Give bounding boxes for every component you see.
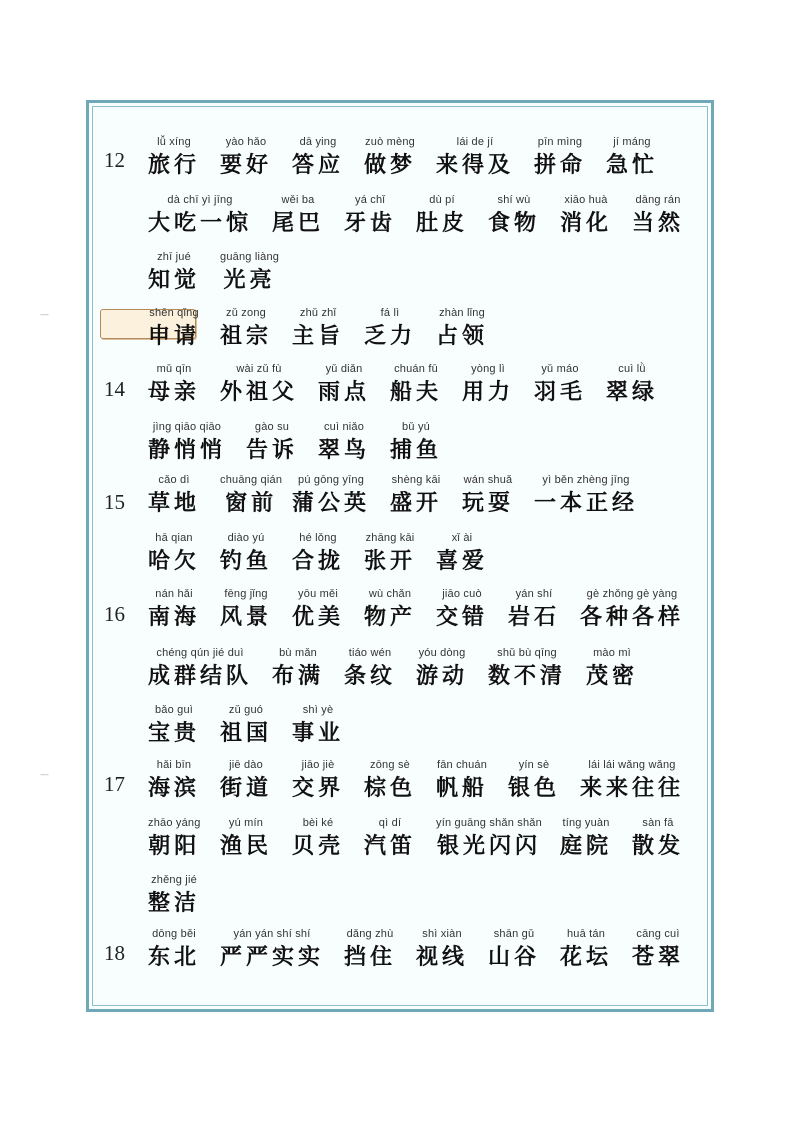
vocab-word (292, 135, 344, 180)
hanzi: 南海 (148, 604, 201, 630)
word-row (0, 587, 800, 643)
vocab-word (344, 646, 396, 691)
pinyin: yóu dòng (418, 647, 466, 659)
pinyin: jiāo jiè (301, 759, 335, 771)
hanzi: 游动 (416, 663, 469, 689)
hanzi: 宝贵 (148, 720, 201, 746)
vocab-word (436, 306, 488, 351)
hanzi: 急忙 (606, 152, 659, 178)
vocab-word (344, 927, 396, 972)
vocab-word (534, 135, 586, 180)
pinyin: pú gōng yīng (298, 474, 365, 486)
pinyin: zōng sè (370, 759, 410, 771)
pinyin: chéng qún jié duì (156, 647, 244, 659)
pinyin: nán hǎi (155, 588, 193, 600)
hanzi: 视线 (416, 944, 469, 970)
pinyin: zhěng jié (151, 874, 197, 886)
word-row (0, 873, 800, 929)
word-row (0, 193, 800, 249)
hanzi: 消化 (560, 210, 613, 236)
hanzi: 拼命 (534, 152, 587, 178)
pinyin: zhǔ zhǐ (299, 307, 337, 319)
hanzi: 静悄悄 (148, 437, 227, 463)
hanzi: 食物 (488, 210, 541, 236)
hanzi: 苍翠 (632, 944, 685, 970)
hanzi: 茂密 (586, 663, 639, 689)
vocab-word (508, 758, 560, 803)
word-row (0, 473, 800, 529)
word-row (0, 703, 800, 759)
pinyin: shǔ bù qīng (497, 647, 557, 659)
hanzi: 岩石 (508, 604, 561, 630)
pinyin: zuò mèng (365, 136, 415, 148)
vocab-word (318, 420, 370, 465)
lesson-number: 17 (104, 772, 125, 796)
vocab-word (390, 362, 442, 407)
vocab-word (580, 758, 684, 803)
hanzi: 汽笛 (364, 833, 417, 859)
hanzi: 数不清 (488, 663, 567, 689)
hanzi: 朝阳 (148, 833, 201, 859)
vocab-word (148, 646, 252, 691)
lesson-number: 12 (104, 148, 125, 172)
hanzi: 答应 (292, 152, 345, 178)
vocab-word (220, 306, 272, 351)
pinyin: dāng rán (635, 194, 681, 206)
vocab-word (534, 473, 638, 518)
vocab-word (632, 816, 684, 861)
vocab-word (488, 927, 540, 972)
vocab-word (220, 250, 279, 295)
vocab-word (364, 758, 416, 803)
pinyin: wěi ba (281, 194, 315, 206)
vocab-word (488, 646, 566, 691)
hanzi: 尾巴 (272, 210, 325, 236)
hanzi: 窗前 (225, 490, 278, 516)
lesson-number: 14 (104, 377, 125, 401)
hanzi: 布满 (272, 663, 325, 689)
hanzi: 张开 (364, 548, 417, 574)
vocab-word (534, 362, 586, 407)
pinyin: cāng cuì (636, 928, 680, 940)
vocab-word (148, 927, 200, 972)
hanzi: 盛开 (390, 490, 443, 516)
pinyin: zǔ zong (226, 307, 266, 319)
pinyin: yín sè (518, 759, 550, 771)
pinyin: yán yán shí shí (233, 928, 311, 940)
pinyin: zhāng kāi (365, 532, 415, 544)
vocab-word (292, 703, 344, 748)
vocab-word (148, 531, 200, 576)
vocab-word (220, 135, 272, 180)
hanzi: 草地 (148, 490, 201, 516)
hanzi: 乏力 (364, 323, 417, 349)
pinyin: qì dí (378, 817, 402, 829)
vocab-word (220, 531, 272, 576)
hanzi: 捕鱼 (390, 437, 443, 463)
pinyin: mǔ qīn (156, 363, 192, 375)
pinyin: diào yú (227, 532, 265, 544)
vocab-word (148, 816, 201, 861)
vocab-word (148, 306, 200, 351)
hanzi: 渔民 (220, 833, 273, 859)
hanzi: 来来往往 (580, 775, 685, 801)
pinyin: sàn fā (642, 817, 674, 829)
vocab-word (606, 135, 658, 180)
pinyin: jí máng (613, 136, 651, 148)
pinyin: shì xiàn (422, 928, 462, 940)
lesson-number: 18 (104, 941, 125, 965)
vocab-word (364, 135, 416, 180)
hanzi: 肚皮 (416, 210, 469, 236)
vocab-word (148, 362, 200, 407)
vocab-word (560, 816, 612, 861)
vocab-word (462, 473, 514, 518)
vocab-word (364, 531, 416, 576)
vocab-word (318, 362, 370, 407)
pinyin: yòng lì (471, 363, 505, 375)
vocab-word (390, 473, 442, 518)
pinyin: shān gǔ (493, 928, 535, 940)
pinyin: lǚ xíng (157, 136, 191, 148)
pinyin: jiāo cuò (442, 588, 482, 600)
word-row (0, 927, 800, 983)
hanzi: 做梦 (364, 152, 417, 178)
pinyin: chuāng qián (220, 474, 283, 486)
hanzi: 光亮 (223, 267, 276, 293)
vocab-word (436, 135, 514, 180)
hanzi: 钓鱼 (220, 548, 273, 574)
vocab-word (560, 193, 612, 238)
word-row (0, 135, 800, 191)
pinyin: bǔ yú (402, 421, 430, 433)
pinyin: dù pí (429, 194, 455, 206)
vocab-word (272, 646, 324, 691)
pinyin: yú mín (228, 817, 264, 829)
pinyin: zhāo yáng (148, 817, 201, 829)
pinyin: fān chuán (436, 759, 488, 771)
vocab-word (148, 193, 252, 238)
vocab-word (606, 362, 658, 407)
vocab-word (292, 306, 344, 351)
pinyin: fá lì (380, 307, 400, 319)
vocab-word (292, 758, 344, 803)
hanzi: 各种各样 (580, 604, 685, 630)
hanzi: 当然 (632, 210, 685, 236)
hanzi: 风景 (220, 604, 273, 630)
vocab-word (416, 193, 468, 238)
hanzi: 优美 (292, 604, 345, 630)
hanzi: 大吃一惊 (148, 210, 253, 236)
hanzi: 喜爱 (436, 548, 489, 574)
hanzi: 船夫 (390, 379, 443, 405)
pinyin: hé lǒng (299, 532, 337, 544)
hanzi: 银光闪闪 (436, 833, 541, 859)
pinyin: yǔ máo (541, 363, 579, 375)
vocab-word (220, 758, 272, 803)
vocab-word (416, 646, 468, 691)
hanzi: 一本正经 (534, 490, 639, 516)
hanzi: 成群结队 (148, 663, 253, 689)
pinyin: yá chǐ (355, 194, 385, 206)
hanzi: 散发 (632, 833, 685, 859)
hanzi: 翠绿 (606, 379, 659, 405)
hanzi: 事业 (292, 720, 345, 746)
vocab-word (220, 587, 272, 632)
margin-dash: — (40, 770, 49, 780)
vocab-word (148, 250, 200, 295)
pinyin: hā qian (155, 532, 193, 544)
vocab-word (390, 420, 442, 465)
pinyin: zhàn lǐng (439, 307, 485, 319)
hanzi: 羽毛 (534, 379, 587, 405)
vocab-word (560, 927, 612, 972)
pinyin: wài zǔ fù (236, 363, 282, 375)
vocab-word (148, 420, 226, 465)
hanzi: 申请 (148, 323, 201, 349)
vocab-word (220, 703, 272, 748)
word-row (0, 531, 800, 587)
vocab-word (220, 816, 272, 861)
hanzi: 海滨 (148, 775, 201, 801)
hanzi: 外祖父 (220, 379, 299, 405)
hanzi: 蒲公英 (292, 490, 371, 516)
vocab-word (220, 362, 298, 407)
lesson-number: 16 (104, 602, 125, 626)
pinyin: yǔ diǎn (325, 363, 363, 375)
pinyin: yōu měi (298, 588, 338, 600)
vocab-word (148, 703, 200, 748)
hanzi: 庭院 (560, 833, 613, 859)
pinyin: yì běn zhèng jīng (542, 474, 630, 486)
word-row (0, 646, 800, 702)
word-row (0, 420, 800, 476)
vocab-word (364, 816, 416, 861)
pinyin: bù mǎn (279, 647, 317, 659)
vocab-word (436, 816, 542, 861)
pinyin: xǐ ài (451, 532, 473, 544)
pinyin: yán shí (515, 588, 553, 600)
vocab-word (416, 927, 468, 972)
hanzi: 街道 (220, 775, 273, 801)
pinyin: zǔ guó (228, 704, 264, 716)
vocab-word (632, 927, 684, 972)
hanzi: 旅行 (148, 152, 201, 178)
pinyin: xiāo huà (564, 194, 608, 206)
pinyin: mào mì (593, 647, 631, 659)
word-row (0, 362, 800, 418)
hanzi: 整洁 (148, 890, 201, 916)
pinyin: bǎo guì (154, 704, 194, 716)
vocab-word (148, 473, 200, 518)
pinyin: shì yè (302, 704, 334, 716)
hanzi: 山谷 (488, 944, 541, 970)
pinyin: jìng qiāo qiāo (152, 421, 222, 433)
pinyin: lái lái wǎng wǎng (588, 759, 676, 771)
hanzi: 帆船 (436, 775, 489, 801)
pinyin: shèng kāi (391, 474, 441, 486)
hanzi: 翠鸟 (318, 437, 371, 463)
hanzi: 东北 (148, 944, 201, 970)
pinyin: yào hǎo (225, 136, 267, 148)
pinyin: huā tán (566, 928, 606, 940)
hanzi: 占领 (436, 323, 489, 349)
pinyin: guāng liàng (220, 251, 280, 263)
vocab-word (148, 587, 200, 632)
pinyin: shēn qǐng (149, 307, 199, 319)
pinyin: gè zhǒng gè yàng (586, 588, 678, 600)
pinyin: fēng jǐng (224, 588, 268, 600)
hanzi: 贝壳 (292, 833, 345, 859)
hanzi: 花坛 (560, 944, 613, 970)
pinyin: hǎi bīn (156, 759, 192, 771)
pinyin: wù chǎn (368, 588, 412, 600)
word-row (0, 758, 800, 814)
vocab-word (364, 587, 416, 632)
hanzi: 牙齿 (344, 210, 397, 236)
hanzi: 用力 (462, 379, 515, 405)
pinyin: dā ying (299, 136, 337, 148)
vocab-word (462, 362, 514, 407)
vocab-word (436, 531, 488, 576)
hanzi: 祖国 (220, 720, 273, 746)
hanzi: 交界 (292, 775, 345, 801)
hanzi: 主旨 (292, 323, 345, 349)
vocab-word (220, 473, 282, 518)
pinyin: gào su (254, 421, 290, 433)
pinyin: lái de jí (456, 136, 494, 148)
pinyin: dōng běi (152, 928, 196, 940)
pinyin: jiē dào (229, 759, 263, 771)
vocab-word (344, 193, 396, 238)
vocab-word (292, 531, 344, 576)
vocab-word (586, 646, 638, 691)
pinyin: tíng yuàn (562, 817, 610, 829)
hanzi: 雨点 (318, 379, 371, 405)
hanzi: 要好 (220, 152, 273, 178)
vocab-word (436, 587, 488, 632)
hanzi: 银色 (508, 775, 561, 801)
hanzi: 物产 (364, 604, 417, 630)
pinyin: wán shuǎ (463, 474, 513, 486)
hanzi: 哈欠 (148, 548, 201, 574)
pinyin: cǎo dì (158, 474, 190, 486)
hanzi: 母亲 (148, 379, 201, 405)
vocab-word (580, 587, 684, 632)
hanzi: 交错 (436, 604, 489, 630)
word-row (0, 816, 800, 872)
hanzi: 挡住 (344, 944, 397, 970)
pinyin: dǎng zhù (346, 928, 394, 940)
margin-dash: — (40, 310, 49, 320)
pinyin: cuì lǜ (618, 363, 646, 375)
hanzi: 玩耍 (462, 490, 515, 516)
vocab-word (632, 193, 684, 238)
pinyin: tiáo wén (348, 647, 392, 659)
pinyin: chuán fū (394, 363, 438, 375)
pinyin: yín guāng shǎn shǎn (436, 817, 542, 829)
vocab-word (148, 135, 200, 180)
hanzi: 条纹 (344, 663, 397, 689)
hanzi: 棕色 (364, 775, 417, 801)
pinyin: dà chī yì jīng (167, 194, 233, 206)
vocab-word (220, 927, 324, 972)
hanzi: 祖宗 (220, 323, 273, 349)
hanzi: 告诉 (246, 437, 299, 463)
vocab-word (292, 587, 344, 632)
lesson-number: 15 (104, 490, 125, 514)
vocab-word (364, 306, 416, 351)
vocab-word (148, 873, 200, 918)
pinyin: zhī jué (157, 251, 191, 263)
vocab-word (148, 758, 200, 803)
word-row (0, 250, 800, 306)
vocab-word (292, 473, 370, 518)
pinyin: shí wù (497, 194, 531, 206)
hanzi: 来得及 (436, 152, 515, 178)
word-row (0, 306, 800, 362)
hanzi: 严严实实 (220, 944, 325, 970)
vocab-word (508, 587, 560, 632)
vocab-word (488, 193, 540, 238)
vocab-word (436, 758, 488, 803)
pinyin: bèi ké (302, 817, 334, 829)
hanzi: 知觉 (148, 267, 201, 293)
vocab-word (292, 816, 344, 861)
vocab-word (246, 420, 298, 465)
pinyin: cuì niǎo (323, 421, 365, 433)
vocab-word (272, 193, 324, 238)
hanzi: 合拢 (292, 548, 345, 574)
pinyin: pīn mìng (537, 136, 583, 148)
